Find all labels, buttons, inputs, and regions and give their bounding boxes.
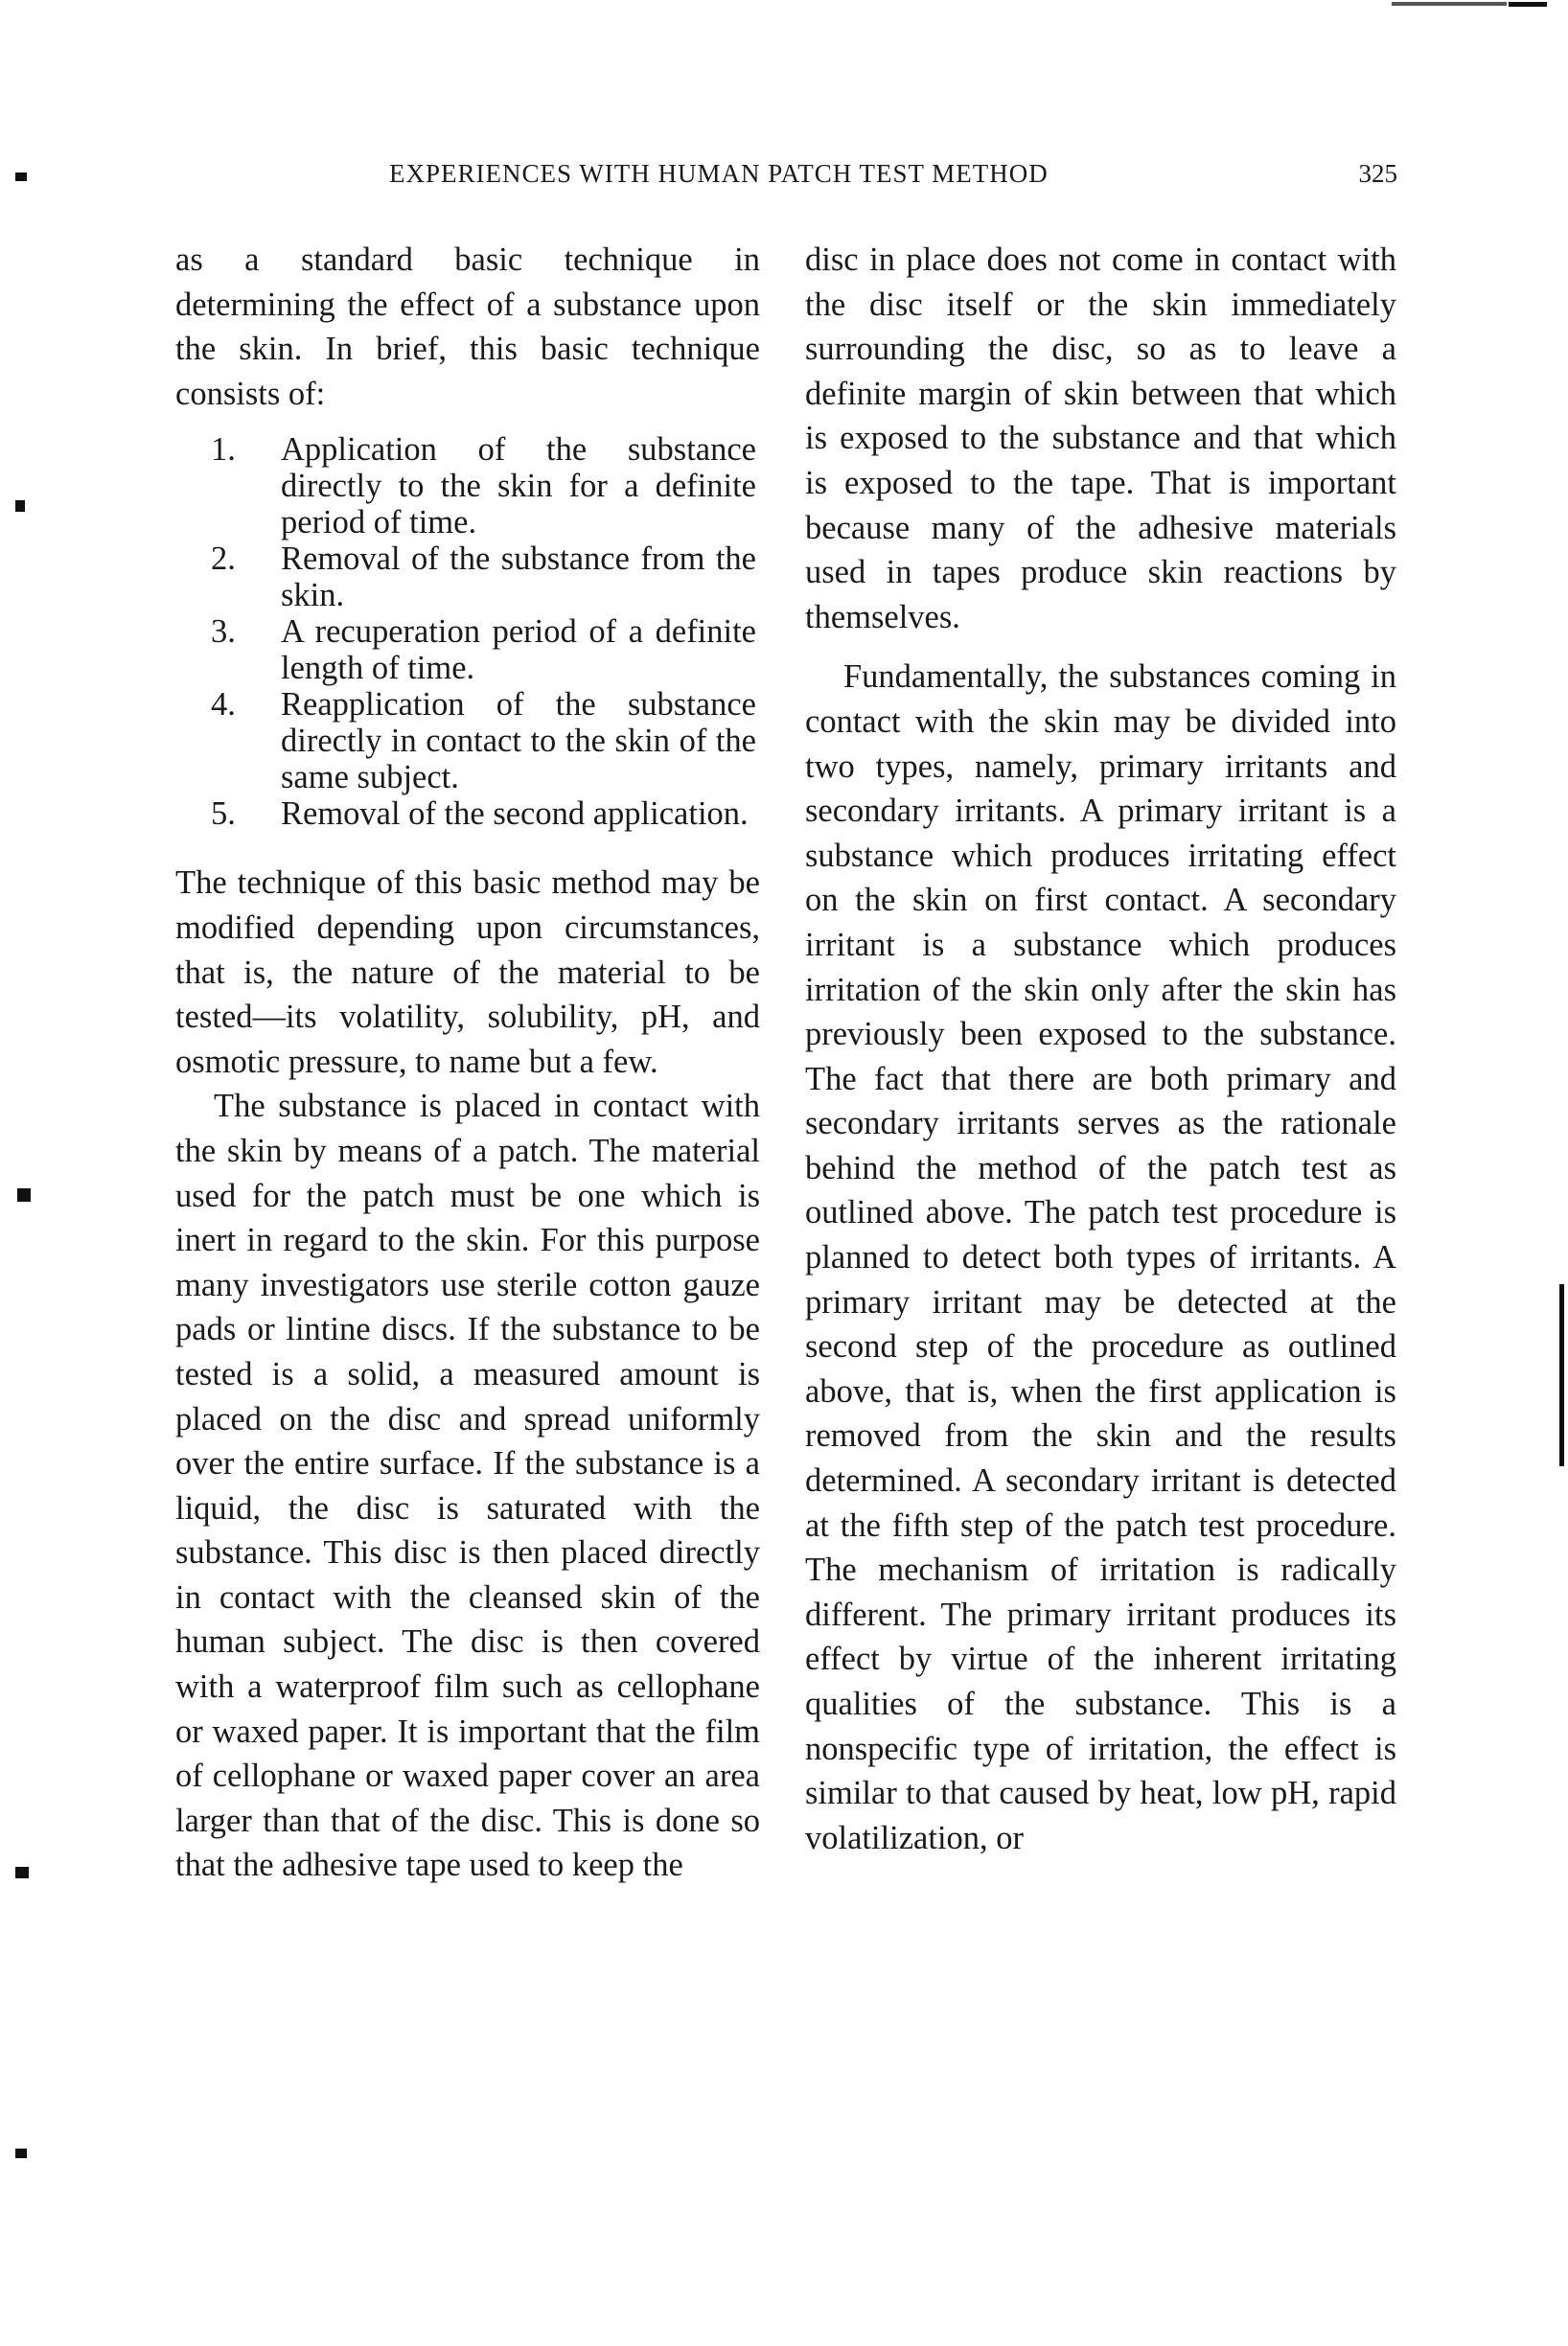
- scan-artifact-mark: [1559, 1284, 1564, 1466]
- body-paragraph: Fundamentally, the substances coming in contact with the skin may be divided into two types, namely, primary irritants and secondary irritants. A primary irritant is a substance which produces irritating effect on the skin on first contact. A secondary irritant is a substance which produces irritation of the skin only after the skin has previously been exposed to the substance. The fact that there are both primary and secondary irritants serves as the rationale behind the method of the patch test as outlined above. The patch test procedure is planned to detect both types of irritants. A primary irritant may be detected at the second step of the procedure as outlined above, that is, when the first application is removed from the skin and the results determined. A secondary irritant is detected at the fifth step of the patch test procedure. The mechanism of irritation is radically different. The primary irritant produces its effect by virtue of the inherent irritating qualities of the substance. This is a nonspecific type of irritation, the effect is similar to that caused by heat, low pH, rapid volatilization, or: [805, 658, 1396, 1856]
- scan-artifact-mark: [17, 1188, 31, 1202]
- body-paragraph: disc in place does not come in contact with the disc itself or the skin immediately surrounding the disc, so as to leave a definite margin of skin between that which is exposed to the substance and that which is exposed to the tape. That is important because many of the adhesive materials used in tapes produce skin reactions by themselves.: [805, 242, 1396, 635]
- body-paragraph: The technique of this basic method may be modified depending upon circumstances, that is, the nature of the material to be tested—its volatility, solubility, pH, and osmotic pressure, to name but a few.: [175, 864, 760, 1080]
- scan-artifact-mark: [15, 1867, 29, 1878]
- scan-artifact-mark: [1392, 2, 1507, 6]
- header-title: EXPERIENCES WITH HUMAN PATCH TEST METHOD: [389, 159, 1049, 188]
- scan-artifact-mark: [15, 500, 25, 512]
- left-column: [175, 238, 760, 1888]
- step-text: Removal of the substance from the skin.: [281, 540, 756, 614]
- body-paragraph: The substance is placed in contact with the skin by means of a patch. The material used for the patch must be one which is inert in regard to the skin. For this purpose many investigators use sterile cotton gauze pads or lintine discs. If the substance to be tested is a solid, a measured amount is placed on the disc and spread uniformly over the entire surface. If the substance is a liquid, the disc is saturated with the substance. This disc is then placed directly in contact with the cleansed skin of the human subject. The disc is then covered with a waterproof film such as cellophane or waxed paper. It is important that the film of cellophane or waxed paper cover an area larger than that of the disc. This is done so that the adhesive tape used to keep the: [175, 1088, 760, 1884]
- step-text: A recuperation period of a definite length of time.: [281, 613, 756, 687]
- right-column: [805, 238, 1396, 1860]
- step-number: 3.: [211, 613, 236, 651]
- step-number: 1.: [211, 431, 236, 469]
- scan-artifact-mark: [15, 2149, 27, 2158]
- scan-artifact-mark: [15, 172, 27, 181]
- list-item: [175, 540, 760, 613]
- list-item: [175, 686, 760, 795]
- step-number: 4.: [211, 686, 236, 724]
- scan-artifact-mark: [1509, 2, 1547, 7]
- technique-steps-list: [175, 431, 760, 832]
- intro-paragraph: as a standard basic technique in determining the effect of a substance upon the skin. In brief, this basic technique consists of:: [175, 242, 760, 412]
- list-item: [175, 613, 760, 686]
- list-item: [175, 431, 760, 540]
- step-text: Application of the substance directly to the skin for a definite period of time.: [281, 431, 756, 541]
- step-text: Removal of the second application.: [281, 795, 749, 833]
- running-header: [171, 159, 1397, 197]
- page-number: 325: [1358, 159, 1397, 188]
- list-item: [175, 795, 760, 832]
- step-text: Reapplication of the substance directly in contact to the skin of the same subject.: [281, 686, 756, 796]
- step-number: 5.: [211, 795, 236, 833]
- step-number: 2.: [211, 540, 236, 578]
